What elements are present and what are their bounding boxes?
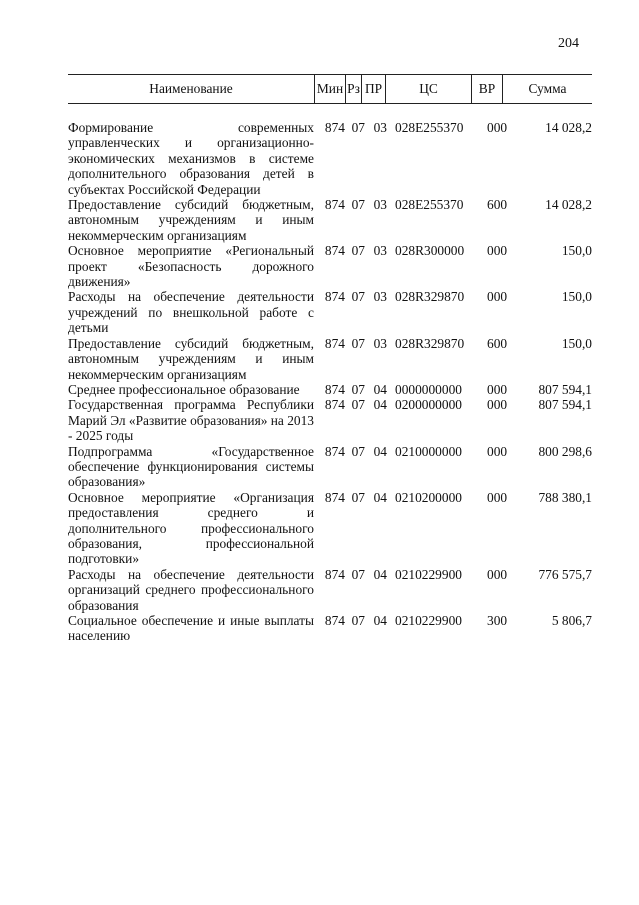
row-cs: 0210000000 [395,443,462,459]
header-pr: ПР [361,75,385,103]
row-sum: 807 594,1 [538,381,592,397]
table-row [68,490,592,567]
row-vr: 600 [487,335,508,351]
row-pr: 03 [373,243,387,259]
page-number: 204 [558,36,579,51]
row-sum: 788 380,1 [538,489,592,505]
row-min: 874 [324,289,345,305]
row-cs: 028R300000 [395,243,465,259]
row-name: Основное мероприятие «Региональный проект «Безопасность дорожного движения» [68,243,314,290]
row-rz: 07 [351,197,365,213]
row-min: 874 [324,197,345,213]
row-pr: 04 [373,489,387,505]
header-cs: ЦС [385,75,471,103]
row-cs: 0210229900 [395,566,462,582]
table-header [68,74,592,104]
row-rz: 07 [351,566,365,582]
row-sum: 800 298,6 [538,443,592,459]
row-vr: 300 [487,613,508,628]
row-min: 874 [324,243,345,259]
row-pr: 03 [373,120,387,135]
table-row [68,120,592,197]
row-cs: 0210200000 [395,489,462,505]
row-sum: 776 575,7 [538,566,592,582]
table-row [68,444,592,490]
header-name: Наименование [149,81,233,97]
row-vr: 000 [487,243,508,259]
row-vr: 000 [487,289,508,305]
header-vr: ВР [471,75,502,103]
header-sum: Сумма [502,75,592,103]
row-pr: 04 [373,397,387,413]
table-row [68,197,592,243]
row-rz: 07 [351,335,365,351]
row-vr: 000 [487,489,508,505]
row-rz: 07 [351,381,365,397]
header-rz: Рз [345,75,361,103]
row-cs: 0200000000 [395,397,462,413]
row-rz: 07 [351,443,365,459]
row-cs: 028R329870 [395,335,465,351]
row-name: Подпрограмма «Государственное обеспечение функционирования системы образования» [68,443,314,490]
row-vr: 000 [487,120,508,135]
row-vr: 000 [487,443,508,459]
row-pr: 03 [373,335,387,351]
row-pr: 04 [373,566,387,582]
table-body [68,120,592,644]
row-name: Основное мероприятие «Организация предоставления среднего и дополнительного профессионального образования, профессиональной подготовки» [68,489,314,567]
table-row [68,613,592,644]
row-min: 874 [324,489,345,505]
row-pr: 04 [373,613,387,628]
row-pr: 03 [373,289,387,305]
row-name: Государственная программа Республики Марий Эл «Развитие образования» на 2013 - 2025 годы [68,397,315,444]
row-sum: 150,0 [561,243,592,259]
row-vr: 000 [487,381,508,397]
row-cs: 028E255370 [395,197,464,213]
row-name: Социальное обеспечение и иные выплаты населению [68,613,314,644]
row-min: 874 [324,566,345,582]
row-cs: 0210229900 [395,613,462,628]
row-sum: 14 028,2 [545,197,592,213]
row-name: Среднее профессиональное образование [68,381,300,397]
row-cs: 028R329870 [395,289,465,305]
row-sum: 150,0 [561,335,592,351]
row-min: 874 [324,381,345,397]
table-row [68,397,592,443]
row-vr: 000 [487,566,508,582]
table-row [68,243,592,289]
row-min: 874 [324,397,345,413]
row-rz: 07 [351,613,365,628]
table-row [68,336,592,382]
row-sum: 807 594,1 [538,397,592,413]
row-cs: 028E255370 [395,120,464,135]
row-rz: 07 [351,397,365,413]
row-min: 874 [324,335,345,351]
row-name: Предоставление субсидий бюджетным, автономным учреждениям и иным некоммерческим организациям [68,197,314,243]
row-name: Формирование современных управленческих и организационно-экономических механизмов в системе дополнительного образования детей в субъектах Российской Федерации [68,120,314,197]
row-name: Расходы на обеспечение деятельности учреждений по внешкольной работе с детьми [68,289,314,336]
row-pr: 03 [373,197,387,213]
row-sum: 150,0 [561,289,592,305]
row-min: 874 [324,613,345,628]
row-pr: 04 [373,381,387,397]
row-rz: 07 [351,489,365,505]
table-row [68,567,592,613]
header-min: Мин [314,75,345,103]
row-name: Предоставление субсидий бюджетным, автономным учреждениям и иным некоммерческим организациям [68,335,314,382]
row-pr: 04 [373,443,387,459]
row-name: Расходы на обеспечение деятельности организаций среднего профессионального образования [68,566,314,613]
row-min: 874 [324,120,345,135]
budget-table [68,74,592,644]
row-min: 874 [324,443,345,459]
row-vr: 600 [487,197,508,213]
row-sum: 5 806,7 [551,613,592,628]
row-rz: 07 [351,289,365,305]
table-row [68,382,592,397]
row-cs: 0000000000 [395,381,462,397]
row-rz: 07 [351,243,365,259]
row-vr: 000 [487,397,508,413]
row-sum: 14 028,2 [545,120,592,135]
table-row [68,289,592,335]
row-rz: 07 [351,120,365,135]
